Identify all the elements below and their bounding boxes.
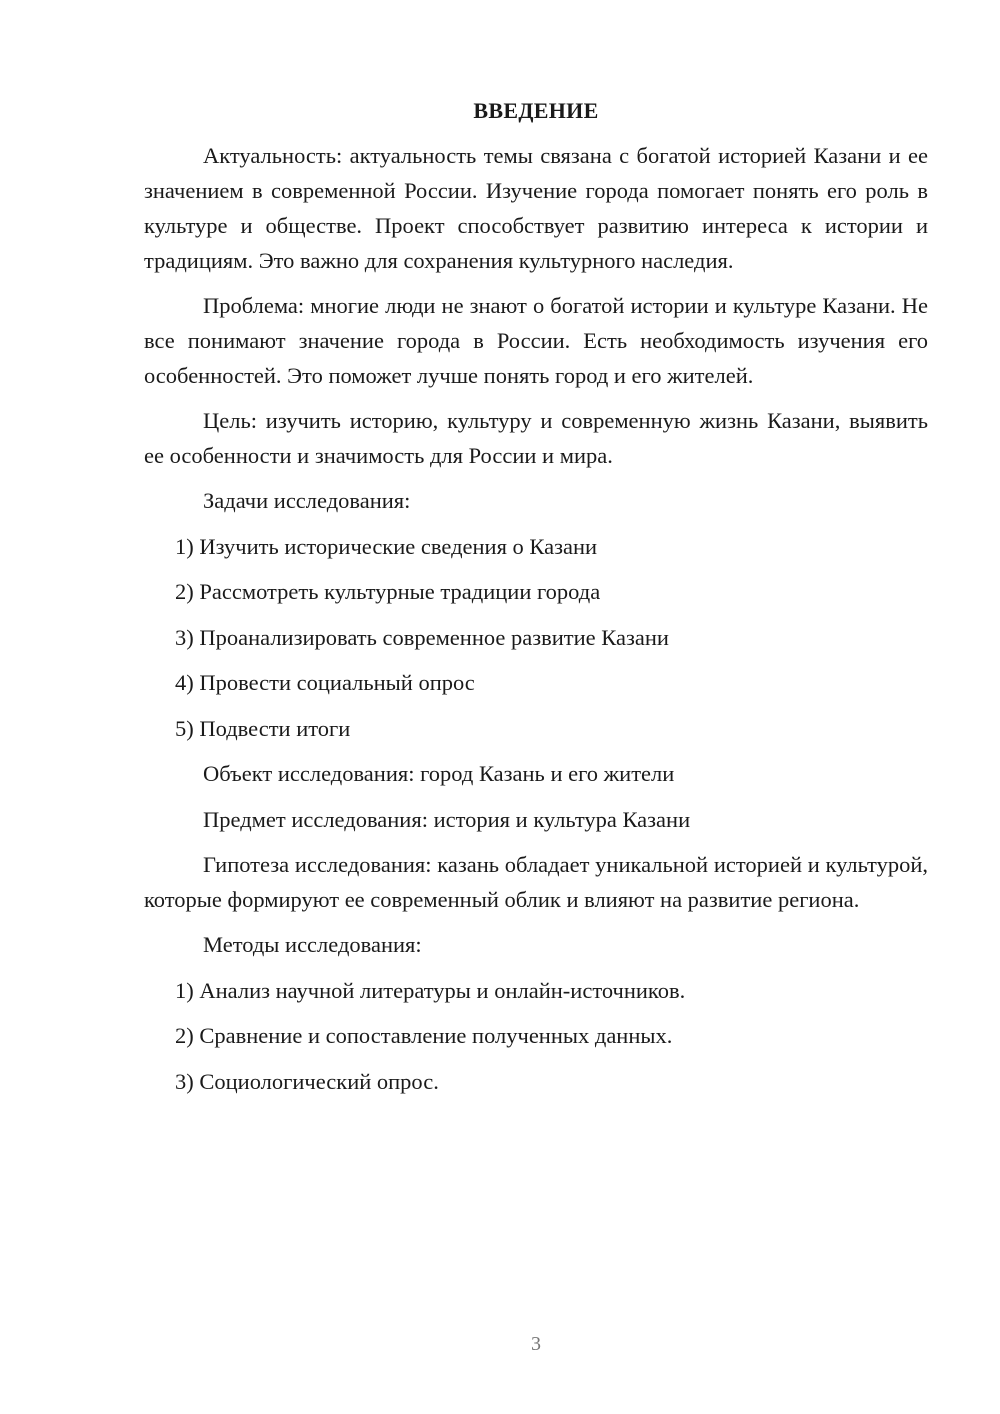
list-item: 5) Подвести итоги	[175, 715, 351, 741]
hypothesis-paragraph: Гипотеза исследования: казань обладает уникальной историей и культурой, которые формируют ее современный облик и влияют на развитие региона.	[144, 852, 928, 912]
page-body	[144, 96, 928, 1109]
page-title: ВВЕДЕНИЕ	[473, 98, 599, 123]
list-item: 3) Социологический опрос.	[175, 1068, 439, 1094]
methods-list	[144, 973, 928, 1099]
list-item: 3) Проанализировать современное развитие Казани	[175, 624, 669, 650]
goal-paragraph: Цель: изучить историю, культуру и современную жизнь Казани, выявить ее особенности и значимость для России и мира.	[144, 408, 928, 468]
list-item: 1) Изучить исторические сведения о Казани	[175, 533, 598, 559]
list-item: 2) Сравнение и сопоставление полученных данных.	[175, 1023, 673, 1048]
tasks-heading: Задачи исследования:	[203, 488, 411, 513]
list-item: 4) Провести социальный опрос	[175, 670, 475, 695]
problem-paragraph: Проблема: многие люди не знают о богатой истории и культуре Казани. Не все понимают значение города в России. Есть необходимость изучения его особенностей. Это поможет лучше понять город и его жителей.	[144, 293, 928, 388]
relevance-paragraph: Актуальность: актуальность темы связана с богатой историей Казани и ее значением в современной России. Изучение города помогает понять его роль в культуре и обществе. Проект способствует развитию интереса к истории и традициям. Это важно для сохранения культурного наследия.	[144, 143, 928, 273]
list-item: 1) Анализ научной литературы и онлайн-источников.	[175, 977, 686, 1003]
list-item: 2) Рассмотреть культурные традиции города	[175, 579, 601, 604]
research-subject: Предмет исследования: история и культура Казани	[203, 806, 691, 832]
tasks-list	[144, 529, 928, 746]
research-object: Объект исследования: город Казань и его жители	[203, 761, 675, 786]
methods-heading: Методы исследования:	[203, 932, 422, 957]
page-number: 3	[531, 1333, 541, 1355]
